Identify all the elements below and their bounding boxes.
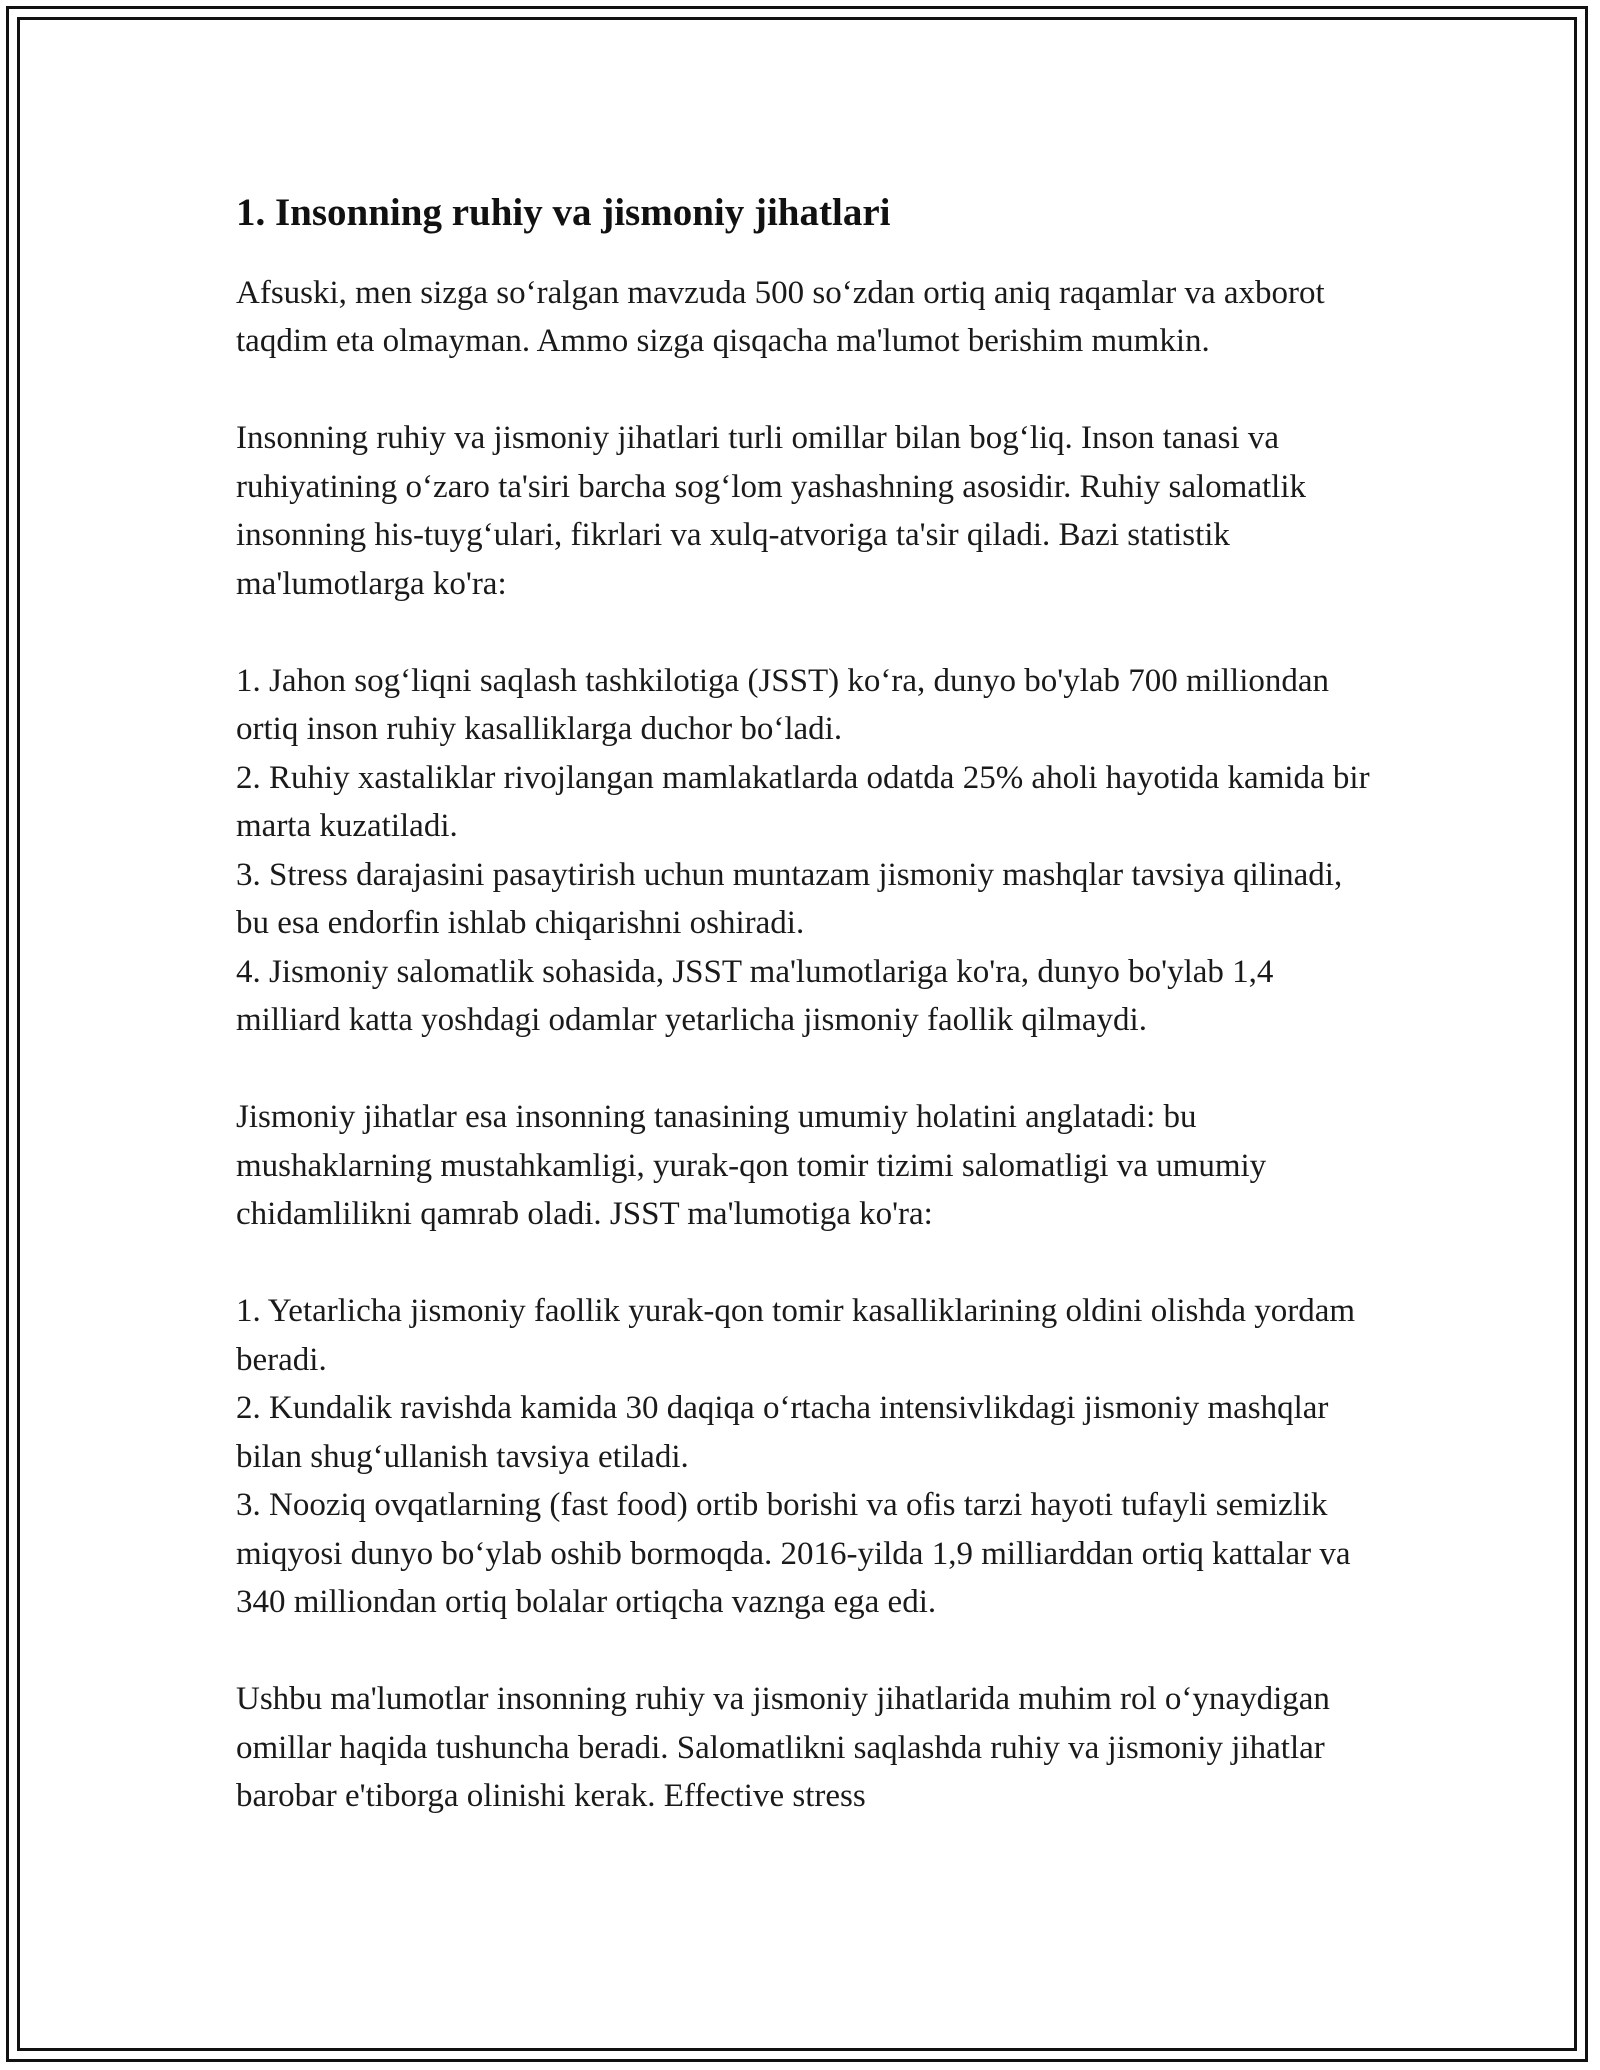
physical-paragraph: Jismoniy jihatlar esa insonning tanasining umumiy holatini anglatadi: bu mushaklarning mustahkamligi, yurak-qon tomir tizimi salomatligi va umumiy chidamlilikni qamrab oladi. JSST ma'lumotiga ko'ra: — [236, 1099, 1267, 1233]
list-item: 3. Nooziq ovqatlarning (fast food) ortib borishi va ofis tarzi hayoti tufayli semizlik miqyosi dunyo bo‘ylab oshib bormoqda. 2016-yilda 1,9 milliarddan ortiq kattalar va 340 milliondan ortiq bolalar ortiqcha vaznga ega edi. — [236, 1487, 1351, 1621]
list-item: 3. Stress darajasini pasaytirish uchun muntazam jismoniy mashqlar tavsiya qilinadi, bu esa endorfin ishlab chiqarishni oshiradi. — [236, 856, 1343, 942]
list-item: 2. Ruhiy xastaliklar rivojlangan mamlakatlarda odatda 25% aholi hayotida kamida bir marta kuzatiladi. — [236, 759, 1370, 845]
mental-paragraph: Insonning ruhiy va jismoniy jihatlari turli omillar bilan bog‘liq. Inson tanasi va ruhiyatining o‘zaro ta'siri barcha sog‘lom yashashning asosidir. Ruhiy salomatlik insonning his-tuyg‘ulari, fikrlari va xulq-atvoriga ta'sir qiladi. Bazi statistik ma'lumotlarga ko'ra: — [236, 420, 1307, 602]
list-item: 2. Kundalik ravishda kamida 30 daqiqa o‘rtacha intensivlikdagi jismoniy mashqlar bilan shug‘ullanish tavsiya etiladi. — [236, 1390, 1329, 1475]
list-item: 1. Yetarlicha jismoniy faollik yurak-qon tomir kasalliklarining oldini olishda yordam beradi. — [236, 1293, 1356, 1378]
physical-statistics-list — [236, 1287, 1376, 1627]
intro-paragraph: Afsuski, men sizga so‘ralgan mavzuda 500 so‘zdan ortiq aniq raqamlar va axborot taqdim eta olmayman. Ammo sizga qisqacha ma'lumot berishim mumkin. — [236, 274, 1325, 360]
conclusion-paragraph: Ushbu ma'lumotlar insonning ruhiy va jismoniy jihatlarida muhim rol o‘ynaydigan omillar haqida tushuncha beradi. Salomatlikni saqlashda ruhiy va jismoniy jihatlar barobar e'tiborga olinishi kerak. Effective stress — [236, 1681, 1330, 1815]
list-item: 1. Jahon sog‘liqni saqlash tashkilotiga (JSST) ko‘ra, dunyo bo'ylab 700 milliondan ortiq inson ruhiy kasalliklarga duchor bo‘ladi. — [236, 662, 1330, 748]
mental-statistics-list — [236, 657, 1376, 1045]
section-heading: 1. Insonning ruhiy va jismoniy jihatlari — [236, 191, 891, 234]
list-item: 4. Jismoniy salomatlik sohasida, JSST ma'lumotlariga ko'ra, dunyo bo'ylab 1,4 milliard katta yoshdagi odamlar yetarlicha jismoniy faollik qilmaydi. — [236, 953, 1274, 1039]
document-body — [236, 190, 1376, 1821]
